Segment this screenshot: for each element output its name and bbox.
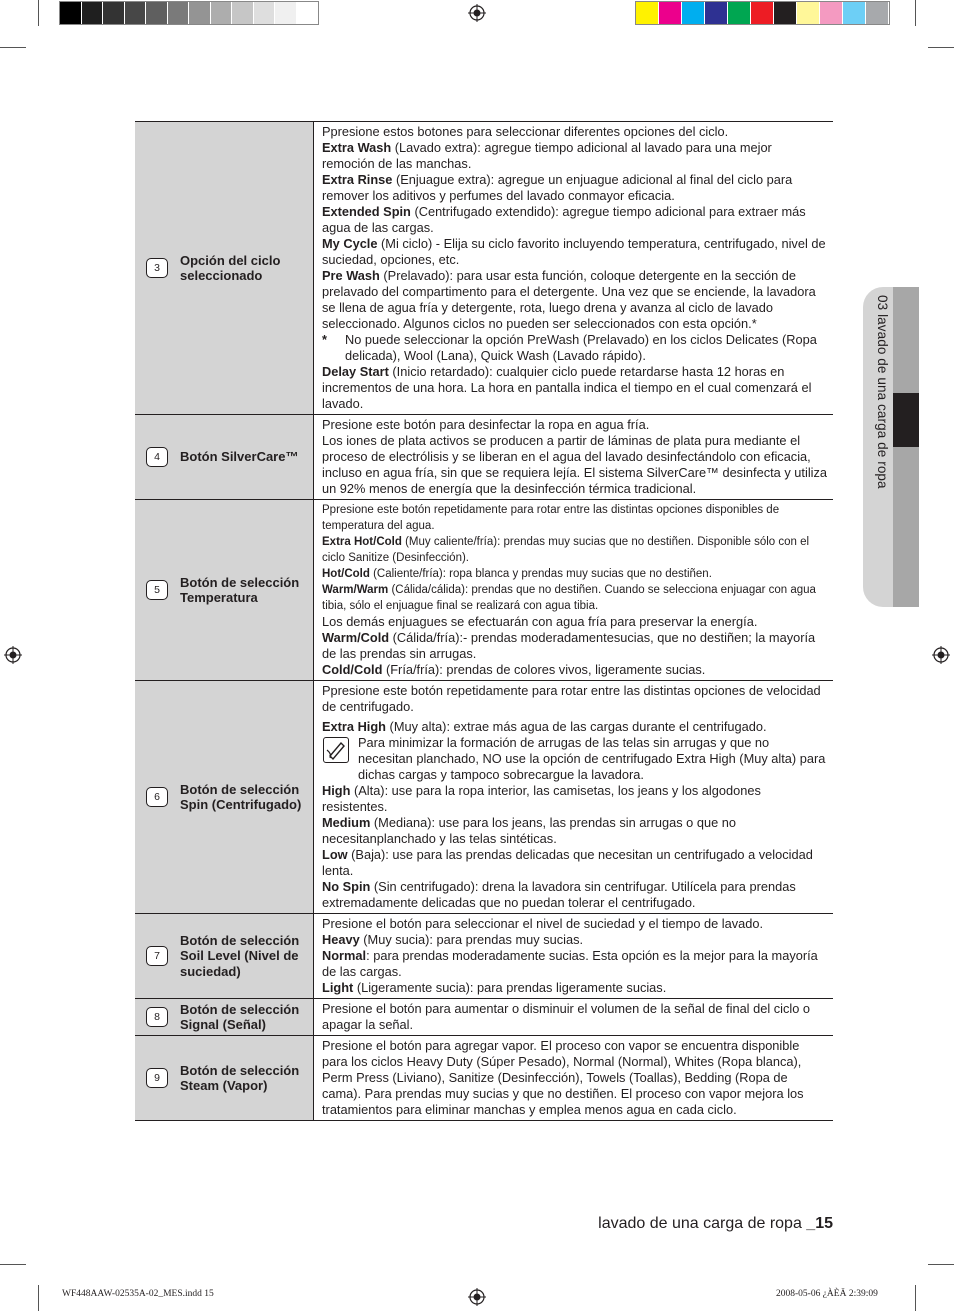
option-term: Hot/Cold — [322, 568, 370, 580]
description-line — [322, 582, 827, 614]
color-swatch — [705, 2, 728, 24]
description-text: (Cálida/cálida): prendas que no destiñen. Cuando se selecciona enjuagar con agua tibia, sólo el enjuague final se realizará con agua tibia. — [322, 584, 816, 612]
description-line — [322, 172, 827, 204]
description-line — [322, 916, 827, 932]
page-footer — [598, 1215, 833, 1233]
option-description-cell — [314, 122, 834, 415]
color-swatch — [297, 2, 319, 24]
description-text: (Centrifugado extendido): agregue tiempo adicional para extraer más agua de las cargas. — [322, 204, 806, 235]
option-name: Opción del ciclo seleccionado — [180, 252, 281, 283]
description-line — [322, 815, 827, 847]
item-number-badge: 8 — [146, 1007, 168, 1027]
chapter-side-tab — [863, 287, 919, 607]
description-text: : para prendas moderadamente sucias. Esta opción es la mejor para la mayoría de las cargas. — [322, 948, 818, 979]
description-line — [322, 683, 827, 715]
item-number-badge: 4 — [146, 447, 168, 467]
description-line — [322, 662, 827, 678]
description-text: Presione el botón para seleccionar el nivel de suciedad y el tiempo de lavado. — [322, 916, 764, 931]
chapter-label: 03 lavado de una carga de ropa — [875, 295, 890, 489]
crop-mark — [0, 47, 26, 48]
table-row — [135, 500, 833, 681]
description-line — [322, 268, 827, 332]
option-term: Extra Wash — [322, 140, 392, 155]
date-slug: 2008-05-06 ¿ÀÈÄ 2:39:09 — [776, 1289, 878, 1299]
crop-mark — [928, 1264, 954, 1265]
description-line — [322, 1038, 827, 1118]
description-line — [322, 124, 827, 140]
description-line — [322, 630, 827, 662]
note-block — [322, 735, 827, 783]
tab-strip — [893, 287, 919, 607]
option-term: Pre Wash — [322, 268, 380, 283]
color-swatch — [168, 2, 190, 24]
description-text: (Alta): use para la ropa interior, las camisetas, los jeans y los algodones resistentes. — [322, 783, 761, 814]
color-swatch — [636, 2, 659, 24]
option-name-cell — [135, 681, 314, 914]
description-text: (Prelavado): para usar esta función, coloque detergente en la sección de prelavado del compartimento para el detergente. Una vez que se enciende, la lavadora se llena de agua fría y detergente, rota, luego drena y avanza al ciclo de lavado seleccionado. Algunos ciclos no pueden ser seleccionados con esta opción.* — [322, 268, 816, 331]
color-swatch — [103, 2, 125, 24]
description-text: Ppresione estos botones para seleccionar diferentes opciones del ciclo. — [322, 124, 729, 139]
option-term: Extra Rinse — [322, 172, 393, 187]
color-swatch — [232, 2, 254, 24]
registration-mark-icon — [4, 646, 22, 664]
table-row — [135, 999, 833, 1036]
color-swatch — [189, 2, 211, 24]
color-swatch — [682, 2, 705, 24]
color-swatch — [728, 2, 751, 24]
registration-mark-icon — [932, 646, 950, 664]
description-text: Presione el botón para agregar vapor. El proceso con vapor se encuentra disponible para los ciclos Heavy Duty (Súper Pesado), Normal (Normal), Whites (Ropa blanca), Perm Press (Liviano), Sanitize (Desinfección), Towels (Toallas), Bedding (Ropa de cama). Para prendas muy sucias y que no destiñen. El proceso con vapor mejora los tratamientos para eliminar manchas y emplea menos agua en cada ciclo. — [322, 1038, 804, 1117]
description-line — [322, 847, 827, 879]
description-text: (Caliente/fría): ropa blanca y prendas muy sucias que no destiñen. — [369, 568, 712, 580]
option-name-cell — [135, 415, 314, 500]
description-text: (Fría/fría): prendas de colores vivos, ligeramente sucias. — [382, 662, 706, 677]
description-text: (Ligeramente sucia): para prendas ligeramente sucias. — [353, 980, 667, 995]
description-text: Presione este botón para desinfectar la ropa en agua fría. — [322, 417, 650, 432]
description-text: Ppresione este botón repetidamente para rotar entre las distintas opciones disponibles de temperatura del agua. — [322, 504, 780, 532]
description-line — [322, 980, 827, 996]
description-text: (Sin centrifugado): drena la lavadora sin centrifugar. Utilícela para prendas extremadamente delicadas que no puedan tolerar el centrifugado. — [322, 879, 796, 910]
page-number: _15 — [806, 1215, 833, 1232]
option-term: Extended Spin — [322, 204, 411, 219]
crop-mark — [0, 1264, 26, 1265]
option-term: Low — [322, 847, 348, 862]
option-term: Normal — [322, 948, 367, 963]
item-number-badge: 5 — [146, 580, 168, 600]
color-swatch — [797, 2, 820, 24]
description-line — [322, 140, 827, 172]
note-pencil-icon — [323, 737, 349, 763]
option-term: Delay Start — [322, 364, 389, 379]
option-description-cell — [314, 1036, 834, 1121]
description-text: (Muy sucia): para prendas muy sucias. — [359, 932, 584, 947]
description-text: (Lavado extra): agregue tiempo adicional al lavado para una mejor remoción de las manchas. — [322, 140, 772, 171]
item-number-badge: 6 — [146, 787, 168, 807]
option-description-cell — [314, 999, 834, 1036]
option-description-cell — [314, 681, 834, 914]
option-name-cell — [135, 1036, 314, 1121]
option-name: Botón de selección Signal (Señal) — [180, 1001, 300, 1032]
description-line — [322, 364, 827, 412]
description-text: (Enjuague extra): agregue un enjuague adicional al final del ciclo para remover los aditivos y perfumes del lavado conmayor eficacia. — [322, 172, 793, 203]
color-swatch — [774, 2, 797, 24]
description-line — [322, 433, 827, 497]
color-swatch — [254, 2, 276, 24]
option-description-cell — [314, 415, 834, 500]
color-swatch — [659, 2, 682, 24]
description-text: (Muy caliente/fría): prendas muy sucias que no destiñen. Disponible sólo con el ciclo Sanitize (Desinfección). — [322, 536, 810, 564]
file-slug: WF448AAW-02535A-02_MES.indd 15 — [62, 1289, 214, 1299]
description-line — [322, 948, 827, 980]
option-term: Heavy — [322, 932, 360, 947]
color-swatch — [866, 2, 889, 24]
option-name-cell — [135, 122, 314, 415]
description-line — [322, 1001, 827, 1033]
option-term: Warm/Warm — [322, 584, 389, 596]
tab-strip-marker — [893, 393, 919, 447]
description-line — [322, 719, 827, 735]
description-line — [322, 879, 827, 911]
option-name: Botón SilverCare™ — [180, 449, 299, 465]
table-row — [135, 415, 833, 500]
registration-mark-icon — [468, 1288, 486, 1306]
description-line — [322, 417, 827, 433]
crop-mark — [928, 47, 954, 48]
option-term: Extra Hot/Cold — [322, 536, 402, 548]
option-description-cell — [314, 914, 834, 999]
option-term: Warm/Cold — [322, 630, 390, 645]
table-row — [135, 1036, 833, 1121]
color-swatch — [60, 2, 82, 24]
crop-mark — [915, 0, 916, 26]
color-swatch — [125, 2, 147, 24]
color-swatch — [82, 2, 104, 24]
footer-section-title: lavado de una carga de ropa — [598, 1215, 807, 1232]
option-name: Botón de selección Temperatura — [180, 574, 300, 605]
option-name: Botón de selección Spin (Centrifugado) — [180, 781, 302, 812]
description-text: (Mediana): use para los jeans, las prendas sin arrugas o que no necesitanplanchado y las telas sintéticas. — [322, 815, 736, 846]
description-line — [322, 783, 827, 815]
table-row — [135, 681, 833, 914]
description-line — [322, 614, 827, 630]
description-text: Los iones de plata activos se producen a partir de láminas de plata pura mediante el proceso de electrólisis y se liberan en el agua del lavado desinfectándolo con eficacia, incluso en agua fría, sin que se requiera lejía. El sistema SilverCare™ desinfecta y utiliza un 92% menos de energía que la desinfección térmica tradicional. — [322, 433, 828, 496]
option-name: Botón de selección Soil Level (Nivel de suciedad) — [180, 932, 300, 979]
description-line — [322, 932, 827, 948]
item-number-badge: 7 — [146, 946, 168, 966]
color-swatch — [211, 2, 233, 24]
footnote-line — [322, 332, 827, 364]
item-number-badge: 9 — [146, 1068, 168, 1088]
crop-mark — [915, 1285, 916, 1311]
option-description-cell — [314, 500, 834, 681]
description-text: (Inicio retardado): cualquier ciclo puede retardarse hasta 12 horas en incrementos de una hora. La hora en pantalla indica el tiempo en el cual comenzará el lavado. — [322, 364, 812, 411]
description-line — [322, 566, 827, 582]
color-swatch — [820, 2, 843, 24]
table-row — [135, 914, 833, 999]
option-term: Medium — [322, 815, 371, 830]
option-name: Botón de selección Steam (Vapor) — [180, 1062, 300, 1093]
description-text: No puede seleccionar la opción PreWash (Prelavado) en los ciclos Delicates (Ropa delicada), Wool (Lana), Quick Wash (Lavado rápido). — [345, 332, 817, 363]
description-text: Los demás enjuagues se efectuarán con agua fría para preservar la energía. — [322, 614, 758, 629]
description-text: Presione el botón para aumentar o disminuir el volumen de la señal de final del ciclo o apagar la señal. — [322, 1001, 810, 1032]
footnote-marker: * — [322, 332, 327, 347]
description-text: (Mi ciclo) - Elija su ciclo favorito incluyendo temperatura, centrifugado, nivel de suciedad, opciones, etc. — [322, 236, 826, 267]
color-swatch — [751, 2, 774, 24]
button-options-table — [135, 121, 833, 1121]
option-term: High — [322, 783, 351, 798]
grayscale-color-bar — [60, 2, 318, 24]
crop-mark — [38, 1285, 39, 1311]
color-swatch — [843, 2, 866, 24]
item-number-badge: 3 — [146, 258, 168, 278]
description-text: (Baja): use para las prendas delicadas que necesitan un centrifugado a velocidad lenta. — [322, 847, 813, 878]
registration-mark-icon — [468, 4, 486, 22]
description-line — [322, 502, 827, 534]
color-swatch — [275, 2, 297, 24]
description-line — [322, 236, 827, 268]
process-color-bar — [636, 2, 889, 24]
option-term: Extra High — [322, 719, 386, 734]
note-text: Para minimizar la formación de arrugas de las telas sin arrugas y que no necesitan planchado, NO use la opción de centrifugado Extra High (Muy alta) para dichas cargas y tampoco sobrecargue la lavadora. — [358, 735, 826, 782]
color-swatch — [146, 2, 168, 24]
description-text: (Muy alta): extrae más agua de las cargas durante el centrifugado. — [386, 719, 767, 734]
option-name-cell — [135, 500, 314, 681]
crop-mark — [38, 0, 39, 26]
description-line — [322, 534, 827, 566]
description-text: (Cálida/fría):- prendas moderadamentesucias, que no destiñen; la mayoría de las prendas sin arrugas. — [322, 630, 816, 661]
option-name-cell — [135, 914, 314, 999]
option-term: Cold/Cold — [322, 662, 383, 677]
option-term: Light — [322, 980, 354, 995]
table-row — [135, 122, 833, 415]
option-name-cell — [135, 999, 314, 1036]
description-line — [322, 204, 827, 236]
description-text: Ppresione este botón repetidamente para rotar entre las distintas opciones de velocidad de centrifugado. — [322, 683, 821, 714]
option-term: My Cycle — [322, 236, 378, 251]
option-term: No Spin — [322, 879, 371, 894]
